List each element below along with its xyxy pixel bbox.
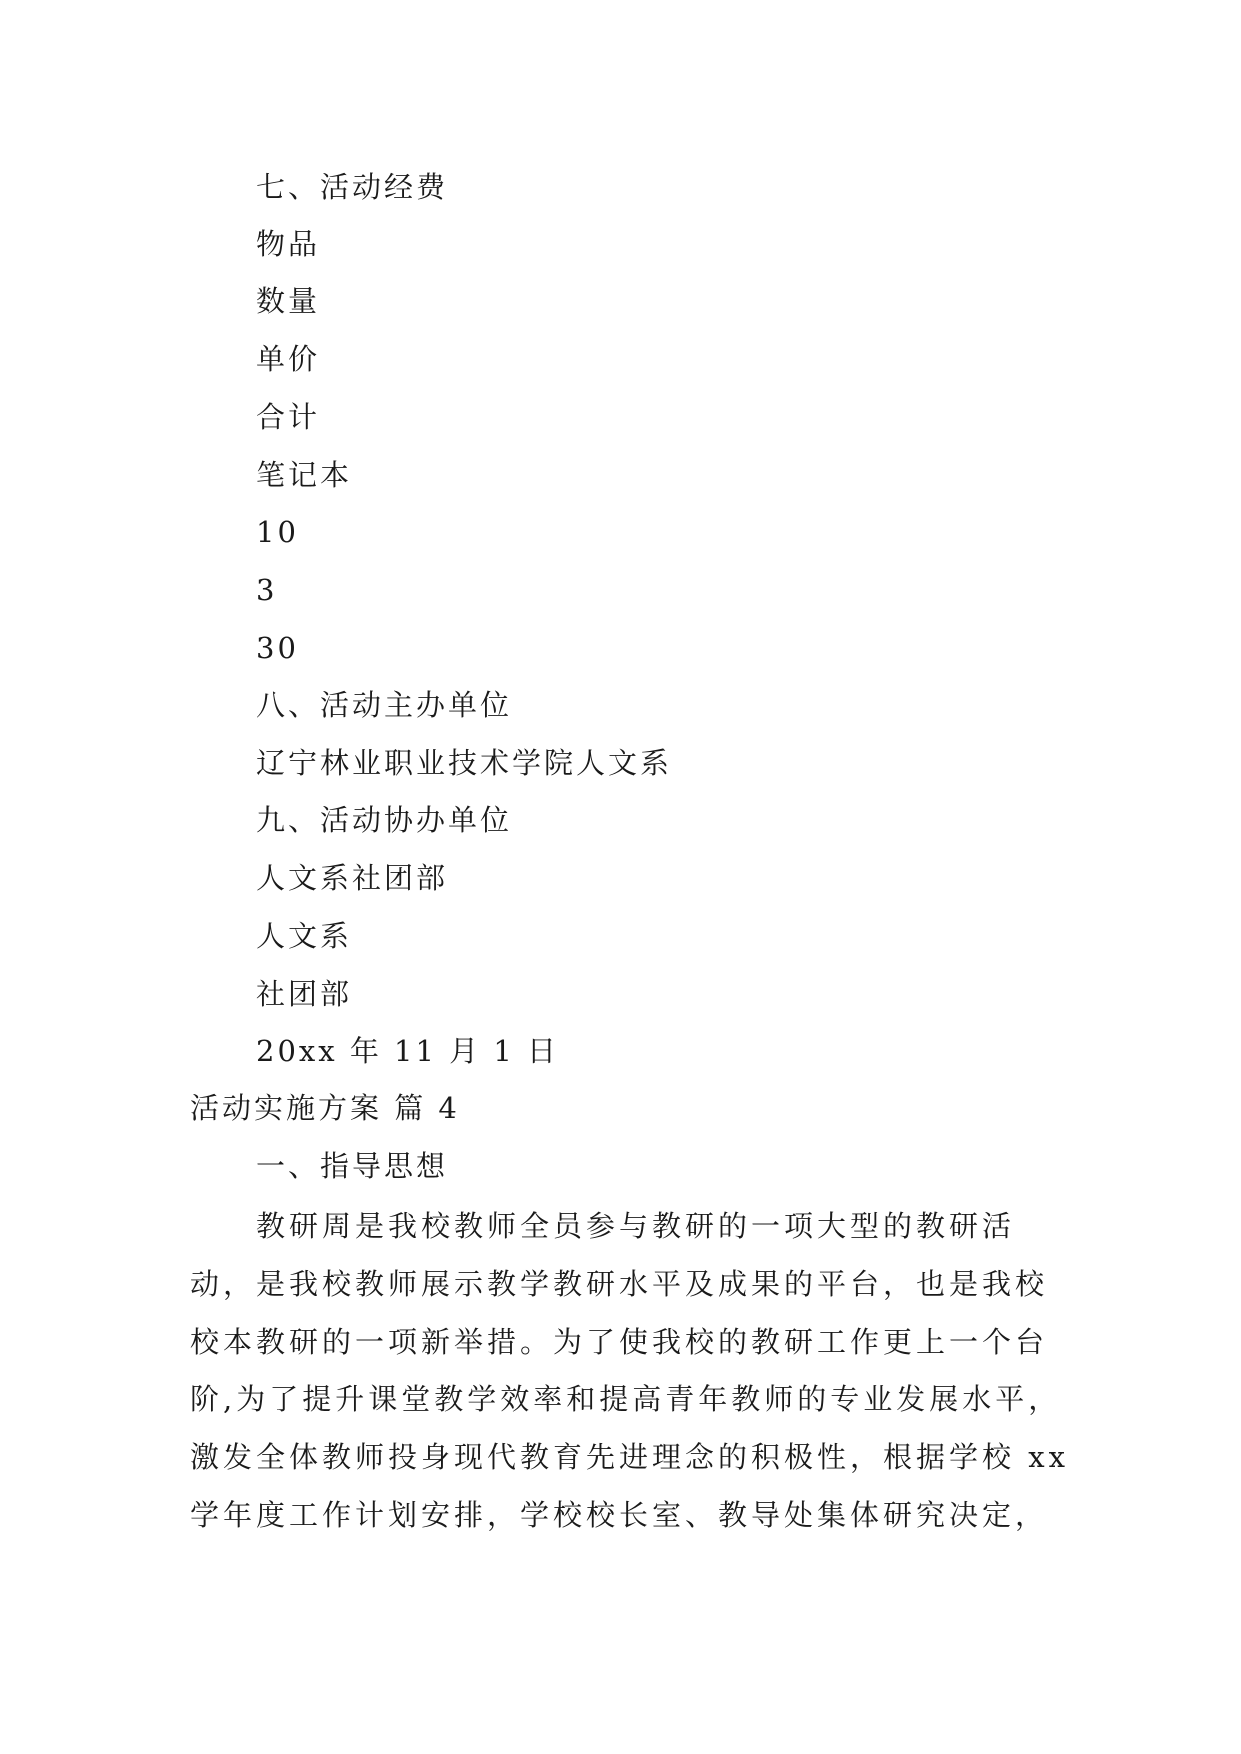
- heading-activity-funds: 七、活动经费: [256, 170, 449, 204]
- paragraph-line: 阶,为了提升课堂教学效率和提高青年教师的专业发展水平，: [190, 1382, 1062, 1416]
- signature-department: 人文系: [256, 919, 353, 953]
- section-title: 活动实施方案 篇 4: [190, 1091, 460, 1125]
- table-header-unit-price: 单价: [256, 342, 321, 376]
- table-cell-total: 30: [256, 631, 299, 665]
- paragraph-line: 激发全体教师投身现代教育先进理念的积极性，根据学校 xx: [190, 1440, 1069, 1474]
- paragraph-line: 学年度工作计划安排，学校校长室、教导处集体研究决定，: [190, 1498, 1049, 1532]
- table-cell-item: 笔记本: [256, 458, 353, 492]
- subheading-guiding-ideology: 一、指导思想: [256, 1149, 449, 1183]
- paragraph-line: 教研周是我校教师全员参与教研的一项大型的教研活: [256, 1209, 1016, 1243]
- heading-organizer: 八、活动主办单位: [256, 688, 513, 722]
- table-header-quantity: 数量: [256, 284, 321, 318]
- signature-club: 社团部: [256, 977, 353, 1011]
- co-organizer-name: 人文系社团部: [256, 861, 449, 895]
- table-header-item: 物品: [256, 227, 321, 261]
- table-cell-unit-price: 3: [256, 573, 278, 607]
- signature-date: 20xx 年 11 月 1 日: [256, 1034, 560, 1068]
- table-header-total: 合计: [256, 400, 321, 434]
- heading-co-organizer: 九、活动协办单位: [256, 803, 513, 837]
- paragraph-line: 校本教研的一项新举措。为了使我校的教研工作更上一个台: [190, 1325, 1049, 1359]
- table-cell-quantity: 10: [256, 515, 299, 549]
- organizer-name: 辽宁林业职业技术学院人文系: [256, 746, 673, 780]
- paragraph-line: 动，是我校教师展示教学教研水平及成果的平台，也是我校: [190, 1267, 1049, 1301]
